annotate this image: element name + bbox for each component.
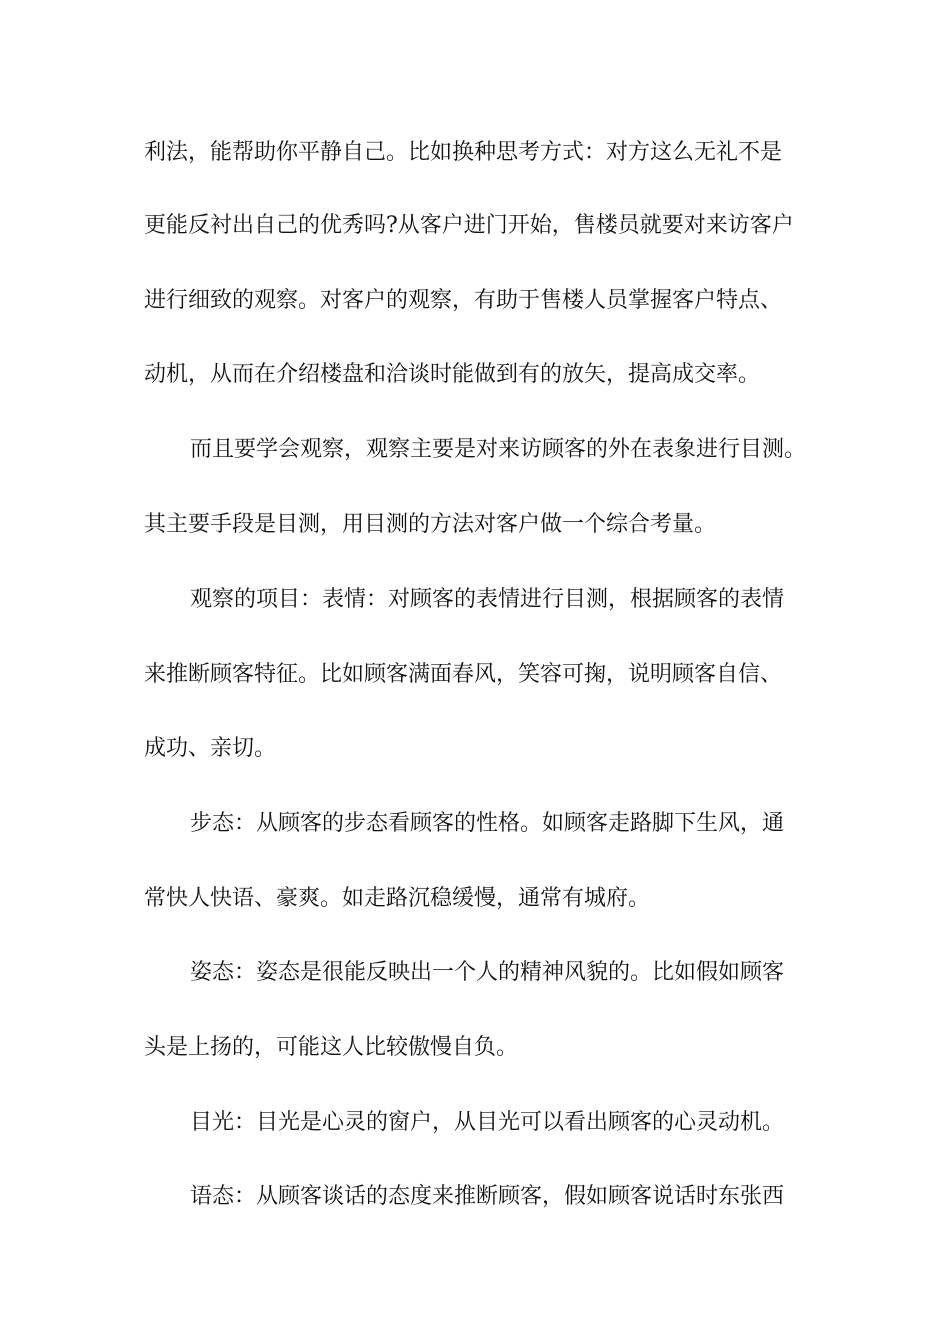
text-line: 动机，从而在介绍楼盘和洽谈时能做到有的放矢，提高成交率。 [144,362,761,387]
text-line: 进行细致的观察。对客户的观察，有助于售楼人员掌握客户特点、 [144,288,783,313]
paragraph-start-line: 而且要学会观察，观察主要是对来访顾客的外在表象进行目测。 [190,437,807,462]
paragraph-start-line: 观察的项目：表情：对顾客的表情进行目测，根据顾客的表情 [190,587,785,612]
text-line: 利法，能帮助你平静自己。比如换种思考方式：对方这么无礼不是 [144,140,783,165]
text-line: 其主要手段是目测，用目测的方法对客户做一个综合考量。 [144,512,717,537]
text-line: 头是上扬的，可能这人比较傲慢自负。 [144,1035,519,1060]
text-line: 常快人快语、豪爽。如走路沉稳缓慢，通常有城府。 [144,886,651,911]
text-line: 来推断顾客特征。比如顾客满面春风，笑容可掬，说明顾客自信、 [144,662,783,687]
paragraph-start-line: 步态：从顾客的步态看顾客的性格。如顾客走路脚下生风，通 [190,811,785,836]
text-line: 成功、亲切。 [144,736,277,761]
paragraph-start-line: 目光：目光是心灵的窗户，从目光可以看出顾客的心灵动机。 [190,1110,785,1135]
paragraph-start-line: 姿态：姿态是很能反映出一个人的精神风貌的。比如假如顾客 [190,960,785,985]
paragraph-start-line: 语态：从顾客谈话的态度来推断顾客，假如顾客说话时东张西 [190,1184,785,1209]
text-line: 更能反衬出自己的优秀吗?从客户进门开始，售楼员就要对来访客户 [144,213,794,238]
